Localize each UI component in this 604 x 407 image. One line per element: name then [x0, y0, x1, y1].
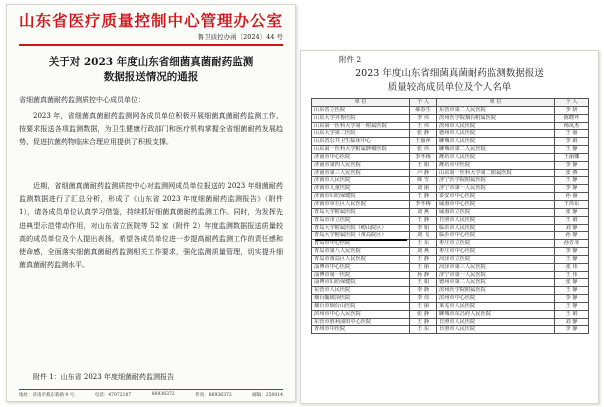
- unit-cell: 日照市人民医院: [437, 318, 555, 326]
- paragraph-1: 2023 年，省细菌真菌耐药监测网各成员单位积极开展细菌真菌耐药监测工作，按要求报送各项监测数据，为卫生健康行政部门和医疗机构掌握全省细菌耐药发展趋势、促进抗菌药物临床合理应用提供了积极支撑。: [19, 112, 283, 147]
- unit-cell: 枣庄市立医院: [437, 240, 555, 248]
- individual-cell: 刘 丽: [410, 185, 437, 193]
- list-title-line2: 质量较高成员单位及个人名单: [387, 82, 512, 93]
- table-header-row: [312, 99, 589, 107]
- individual-cell: 王 伟: [410, 122, 437, 130]
- unit-cell: 临沂市人民医院: [437, 224, 555, 232]
- unit-cell: 菏泽市第三人民医院: [437, 263, 555, 271]
- table-row: [312, 146, 589, 154]
- unit-cell: 泰安市中心医院: [437, 193, 555, 201]
- individual-cell: 张 静: [555, 208, 589, 216]
- unit-cell: 聊城市东昌府人民医院: [437, 310, 555, 318]
- unit-cell: 滨州市中心人民医院: [312, 310, 410, 318]
- table-row: [312, 310, 589, 318]
- table-row: [312, 153, 589, 161]
- document-number: 鲁卫质控办函〔2024〕44 号: [197, 33, 283, 41]
- table-row: [312, 302, 589, 310]
- individual-cell: 王 静: [410, 318, 437, 326]
- individual-cell: 陈晓芹: [555, 114, 589, 122]
- unit-cell: 德州市人民医院: [437, 130, 555, 138]
- unit-cell: 烟台毓璜顶医院: [312, 295, 410, 303]
- unit-cell: 济宁医学院附属医院: [437, 177, 555, 185]
- individual-cell: 刘 静: [555, 224, 589, 232]
- individual-cell: 李 伟: [410, 114, 437, 122]
- unit-cell: 青岛市市立医院: [312, 216, 410, 224]
- unit-cell: 东营市第二人民医院: [437, 106, 555, 114]
- unit-cell: 枣庄市中心医院: [437, 248, 555, 256]
- unit-cell: 日照市人民医院: [437, 216, 555, 224]
- unit-cell: 青岛大学附属医院: [312, 208, 410, 216]
- individual-cell: 孙 静: [555, 232, 589, 240]
- individual-cell: 王 娟: [410, 161, 437, 169]
- header-individual: 个 人: [555, 99, 589, 107]
- unit-cell: 青岛大学附属医院（崂山院区）: [312, 224, 410, 232]
- unit-cell: 威海市中心医院: [437, 200, 555, 208]
- individual-cell: 王 娟: [410, 279, 437, 287]
- header-unit: 单 位: [312, 99, 410, 107]
- table-row: [312, 248, 589, 256]
- table-row: [312, 318, 589, 326]
- table-row: [312, 106, 589, 114]
- table-row: [312, 193, 589, 201]
- unit-cell: 济南市中心医院: [312, 153, 410, 161]
- unit-cell: 山东大学第二医院: [312, 130, 410, 138]
- unit-cell: 潍坊市人民医院: [437, 153, 555, 161]
- table-row: [312, 200, 589, 208]
- individual-cell: 刘 燕: [410, 248, 437, 256]
- red-divider: [19, 44, 283, 46]
- individual-cell: 王 静: [555, 287, 589, 295]
- individual-cell: 刘 静: [555, 318, 589, 326]
- individual-cell: 王 伟: [555, 271, 589, 279]
- individual-cell: 李 静: [555, 161, 589, 169]
- individual-cell: 李冬梅: [410, 200, 437, 208]
- individual-cell: 王丽娜: [555, 153, 589, 161]
- table-row: [312, 161, 589, 169]
- individual-cell: 王 娟: [555, 216, 589, 224]
- award-table: [311, 98, 589, 334]
- table-row: [312, 255, 589, 263]
- individual-cell: 王 静: [410, 255, 437, 263]
- individual-cell: 卢 静: [410, 169, 437, 177]
- individual-cell: 李 静: [410, 287, 437, 295]
- list-title-line1: 2023 年度山东省细菌真菌耐药监测数据报送: [355, 68, 544, 79]
- individual-cell: 李 静: [555, 326, 589, 334]
- table-row: [312, 114, 589, 122]
- individual-cell: 李 静: [555, 185, 589, 193]
- individual-cell: 杨凤杰: [555, 122, 589, 130]
- unit-cell: 山东第一医科大学附属肿瘤医院: [312, 146, 410, 154]
- unit-cell: 临沂市中心医院: [437, 232, 555, 240]
- table-row: [312, 326, 589, 334]
- table-row: [312, 287, 589, 295]
- individual-cell: 张 静: [410, 310, 437, 318]
- individual-cell: 李 静: [555, 248, 589, 256]
- individual-cell: 王 静: [410, 193, 437, 201]
- table-row: [312, 177, 589, 185]
- individual-cell: 韩 雪: [410, 177, 437, 185]
- unit-cell: 淄博市妇幼保健院: [312, 279, 410, 287]
- salutation: 省细菌真菌耐药监测质控中心成员单位：: [19, 96, 145, 104]
- unit-cell: 聊城市人民医院: [437, 138, 555, 146]
- unit-cell: 青岛市第八人民医院: [312, 248, 410, 256]
- individual-cell: 王 静: [555, 146, 589, 154]
- unit-cell: 济宁市第一人民医院: [437, 185, 555, 193]
- unit-cell: 青岛市中心医院: [312, 240, 410, 248]
- paragraph-2: 近期，省细菌真菌耐药监测质控中心对监测网成员单位报送的 2023 年细菌耐药监测数据进行了汇总分析，形成了《山东省 2023 年度细菌耐药监测报告》（附件 1），请各成员单位认真学习借鉴，持续抓好细菌真菌耐药监测工作。同时，为发挥先进典型示范带动作用，对山东省立医院等 52 家（附件 2）年度监测数据报送质量较高的成员单位及个人提出表扬，希望各成员单位进一步提高耐药监测工作的责任感和使命感，全面落实细菌真菌耐药监测相关工作要求，强化监测质量管理，切实提升细菌真菌耐药监测水平。: [19, 182, 283, 270]
- unit-cell: 淄博市中心医院: [312, 263, 410, 271]
- unit-cell: 山东第一医科大学第二附属医院: [437, 169, 555, 177]
- individual-cell: 刘 燕: [410, 208, 437, 216]
- notice-title-line1: 关于对 2023 年度山东省细菌真菌耐药监测: [48, 56, 254, 68]
- individual-cell: 王 丽: [555, 130, 589, 138]
- notice-document: [6, 4, 296, 402]
- footer-fax: 传真：86936372: [195, 393, 232, 398]
- notice-title-line2: 数据报送情况的通报: [103, 71, 199, 83]
- header-individual: 个 人: [410, 99, 437, 107]
- unit-cell: 德州市第二人民医院: [437, 279, 555, 287]
- individual-cell: 王丽萍: [410, 138, 437, 146]
- individual-cell: 李 娟: [410, 224, 437, 232]
- table-row: [312, 224, 589, 232]
- individual-cell: 王伟东: [555, 200, 589, 208]
- unit-cell: 滨州医学院附属医院: [437, 287, 555, 295]
- unit-cell: 潍坊市中医院: [437, 161, 555, 169]
- individual-cell: 张 燕: [555, 169, 589, 177]
- unit-cell: 山东省立医院: [312, 106, 410, 114]
- attachment-line: 附件 1：山东省 2023 年度细菌耐药监测报告: [33, 373, 174, 381]
- unit-cell: 济南市妇幼保健院: [312, 193, 410, 201]
- footer-address: 地址：济南市燕东新路 9 号: [19, 393, 75, 398]
- footer-divider: [19, 389, 283, 390]
- table-row: [312, 185, 589, 193]
- individual-cell: 王 静: [555, 177, 589, 185]
- unit-cell: 青岛大学附属医院（黄岛院区）: [312, 232, 410, 240]
- unit-cell: 东营市胜利油田中心医院: [312, 318, 410, 326]
- unit-cell: 菏泽市立医院: [437, 255, 555, 263]
- unit-cell: 青州市中医院: [312, 326, 410, 334]
- individual-cell: 孙芳菲: [555, 240, 589, 248]
- masthead-title: 山东省医疗质量控制中心管理办公室: [19, 11, 284, 30]
- unit-cell: 威海市立医院: [437, 208, 555, 216]
- unit-cell: 山东大学齐鲁医院: [312, 114, 410, 122]
- table-row: [312, 130, 589, 138]
- individual-cell: 郝春生: [410, 106, 437, 114]
- table-row: [312, 122, 589, 130]
- unit-cell: 东营市人民医院: [312, 287, 410, 295]
- header-unit: 单 位: [437, 99, 555, 107]
- table-row: [312, 263, 589, 271]
- individual-cell: 王 丽: [410, 302, 437, 310]
- individual-cell: 张 伟: [555, 263, 589, 271]
- individual-cell: 王 娟: [555, 310, 589, 318]
- unit-cell: 济南市章丘区人民医院: [312, 200, 410, 208]
- unit-cell: 济南市第四人民医院: [312, 161, 410, 169]
- table-row: [312, 271, 589, 279]
- individual-cell: 李冬梅: [410, 153, 437, 161]
- unit-cell: 济宁市第一人民医院: [437, 271, 555, 279]
- footer-phone: 电话：47972107: [94, 393, 132, 398]
- unit-cell: 日照市人民医院: [437, 326, 555, 334]
- document-footer: [19, 392, 283, 398]
- individual-cell: 李 伟: [410, 295, 437, 303]
- unit-cell: 莱芜市人民医院: [437, 302, 555, 310]
- award-table-body: [312, 106, 589, 333]
- individual-cell: 张 静: [410, 130, 437, 138]
- individual-cell: 孙 静: [410, 271, 437, 279]
- individual-cell: 王 东: [410, 240, 437, 248]
- individual-cell: 刘 飞: [410, 232, 437, 240]
- unit-cell: 聊城市第二人民医院: [437, 146, 555, 154]
- individual-cell: 王 丽: [410, 263, 437, 271]
- individual-cell: 李 妍: [555, 106, 589, 114]
- table-row: [312, 138, 589, 146]
- table-row: [312, 216, 589, 224]
- unit-cell: 滨州市人民医院: [437, 122, 555, 130]
- table-row: [312, 279, 589, 287]
- unit-cell: 烟台市烟台山医院: [312, 302, 410, 310]
- unit-cell: 济南市人民医院: [312, 177, 410, 185]
- footer-zip: 邮编：250014: [252, 393, 283, 398]
- individual-cell: 张 静: [555, 279, 589, 287]
- unit-cell: 滨州医学院烟台附属医院: [437, 114, 555, 122]
- table-row: [312, 295, 589, 303]
- table-row: [312, 208, 589, 216]
- individual-cell: 孙 丽: [555, 193, 589, 201]
- unit-cell: 青岛市黄岛区人民医院: [312, 255, 410, 263]
- individual-cell: 王 东: [410, 326, 437, 334]
- redaction-line: [315, 239, 407, 241]
- individual-cell: 李 娟: [555, 138, 589, 146]
- unit-cell: 淄博市第一医院: [312, 271, 410, 279]
- unit-cell: 山东第一医科大学第一附属医院: [312, 122, 410, 130]
- individual-cell: 王 静: [555, 302, 589, 310]
- unit-cell: 济南市第三人民医院: [312, 169, 410, 177]
- award-list-document: [300, 50, 599, 404]
- individual-cell: 王 静: [410, 216, 437, 224]
- unit-cell: 滨州市中心医院: [437, 295, 555, 303]
- table-row: [312, 169, 589, 177]
- attachment-label: 附件 2: [339, 55, 362, 64]
- individual-cell: 李 静: [555, 295, 589, 303]
- individual-cell: 张 伟: [410, 146, 437, 154]
- unit-cell: 济南市儿童医院: [312, 185, 410, 193]
- unit-cell: 山东省公共卫生临床中心: [312, 138, 410, 146]
- footer-tel2: 86936372: [151, 392, 175, 397]
- individual-cell: 王 静: [555, 255, 589, 263]
